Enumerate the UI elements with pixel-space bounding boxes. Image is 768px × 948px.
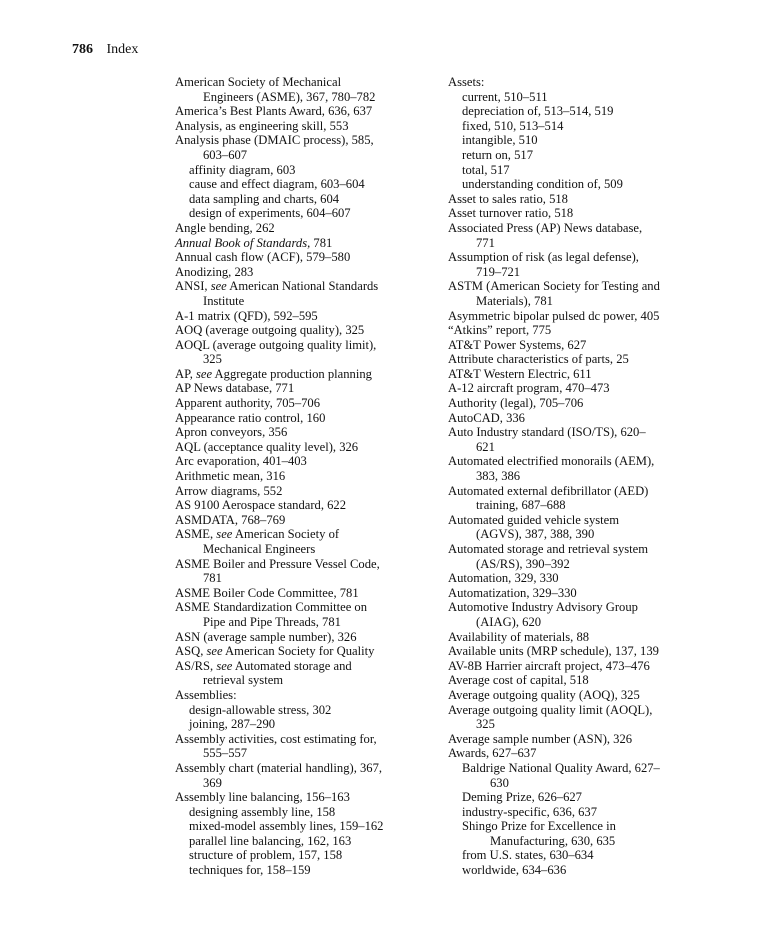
index-entry: Authority (legal), 705–706 (448, 396, 584, 411)
index-entry: Automation, 329, 330 (448, 571, 559, 586)
index-entry: A-1 matrix (QFD), 592–595 (175, 308, 318, 323)
index-entry: ASME, see American Society of Mechanical Engineers (175, 527, 340, 556)
index-subentry: techniques for, 158–159 (189, 863, 311, 878)
index-entry: ASTM (American Society for Testing and Materials), 781 (448, 279, 660, 308)
index-entry: Arc evaporation, 401–403 (175, 454, 307, 469)
index-entry: A-12 aircraft program, 470–473 (448, 381, 610, 396)
index-entry: Available units (MRP schedule), 137, 139 (448, 644, 659, 659)
index-entry: ASQ, see American Society for Quality (175, 644, 375, 659)
index-subentry: current, 510–511 (462, 89, 548, 104)
index-entry: Automotive Industry Advisory Group (AIAG), 620 (448, 600, 638, 629)
index-entry: Automated external defibrillator (AED) training, 687–688 (448, 483, 649, 513)
index-entry: Assets: (448, 75, 485, 89)
index-entry: Appearance ratio control, 160 (175, 410, 326, 425)
index-entry: Availability of materials, 88 (448, 629, 590, 644)
index-entry: Apron conveyors, 356 (175, 425, 288, 440)
see-reference: see (216, 658, 233, 673)
index-entry: Awards, 627–637 (448, 746, 537, 761)
index-entry: “Atkins” report, 775 (448, 323, 552, 338)
index-entry: Average outgoing quality (AOQ), 325 (448, 687, 640, 702)
index-entry: ASME Boiler Code Committee, 781 (175, 585, 359, 600)
index-subentry: total, 517 (462, 162, 510, 177)
page-number: 786 (72, 42, 93, 57)
index-subentry: depreciation of, 513–514, 519 (462, 104, 614, 119)
index-subentry: from U.S. states, 630–634 (462, 848, 594, 863)
index-entry: ASME Boiler and Pressure Vessel Code, 781 (175, 556, 380, 586)
index-entry: Arithmetic mean, 316 (175, 469, 286, 484)
index-entry: Automated storage and retrieval system (AS/RS), 390–392 (448, 542, 649, 571)
index-subentry: fixed, 510, 513–514 (462, 118, 564, 133)
index-entry: Annual cash flow (ACF), 579–580 (175, 250, 351, 265)
index-entry: ASME Standardization Committee on Pipe and Pipe Threads, 781 (175, 600, 368, 629)
index-entry: ANSI, see American National Standards Institute (175, 279, 379, 308)
index-entry: Attribute characteristics of parts, 25 (448, 352, 629, 367)
index-entry: AQL (acceptance quality level), 326 (175, 439, 359, 454)
index-entry: Average sample number (ASN), 326 (448, 731, 633, 746)
index-subentry: mixed-model assembly lines, 159–162 (189, 819, 384, 834)
page-header (72, 42, 138, 58)
index-entry: AOQ (average outgoing quality), 325 (175, 323, 365, 338)
index-entry: America’s Best Plants Award, 636, 637 (175, 104, 373, 119)
index-entry: Annual Book of Standards, 781 (175, 235, 333, 250)
index-entry: American Society of Mechanical Engineers (ASME), 367, 780–782 (175, 75, 376, 104)
index-subentry: designing assembly line, 158 (189, 804, 336, 819)
index-subentry: intangible, 510 (462, 133, 538, 148)
index-entry: AT&T Western Electric, 611 (448, 366, 592, 381)
index-entry: Asset turnover ratio, 518 (448, 206, 574, 221)
index-entry: Assembly chart (material handling), 367, 369 (175, 760, 383, 790)
running-title: Index (106, 42, 139, 57)
index-entry: Arrow diagrams, 552 (175, 483, 283, 498)
index-subentry: Baldrige National Quality Award, 627– 630 (462, 760, 660, 790)
index-subentry: return on, 517 (462, 147, 533, 162)
index-subentry: structure of problem, 157, 158 (189, 848, 343, 863)
see-reference: see (196, 366, 213, 381)
index-entry: Associated Press (AP) News database, 771 (448, 220, 643, 250)
index-entry: Asset to sales ratio, 518 (448, 191, 568, 206)
index-subentry: joining, 287–290 (189, 717, 276, 732)
index-subentry: data sampling and charts, 604 (189, 191, 340, 206)
index-entry: AutoCAD, 336 (448, 410, 525, 425)
index-entry: Analysis phase (DMAIC process), 585, 603–607 (175, 133, 374, 162)
index-column-left (175, 75, 430, 878)
index-subentry: parallel line balancing, 162, 163 (189, 833, 352, 848)
index-subentry: affinity diagram, 603 (189, 162, 296, 177)
index-entry: AS 9100 Aerospace standard, 622 (175, 498, 347, 513)
see-reference: see (206, 644, 223, 659)
index-entry: Angle bending, 262 (175, 220, 275, 235)
index-entry: Average outgoing quality limit (AOQL), 325 (448, 702, 653, 732)
index-subentry: cause and effect diagram, 603–604 (189, 177, 365, 192)
see-reference: see (216, 527, 233, 542)
index-subentry: design-allowable stress, 302 (189, 702, 332, 717)
index-entry: AT&T Power Systems, 627 (448, 337, 587, 352)
index-entry: Automated electrified monorails (AEM), 383, 386 (448, 454, 655, 484)
index-entry: Average cost of capital, 518 (448, 673, 589, 688)
index-entry: Anodizing, 283 (175, 264, 254, 279)
index-entry: ASN (average sample number), 326 (175, 629, 357, 644)
index-entry: Assembly activities, cost estimating for, 555–557 (175, 731, 377, 761)
index-entry: Asymmetric bipolar pulsed dc power, 405 (448, 308, 660, 323)
index-entry: AOQL (average outgoing quality limit), 325 (175, 337, 377, 367)
index-column-right (448, 75, 698, 878)
index-entry: AV-8B Harrier aircraft project, 473–476 (448, 658, 650, 673)
index-entry: ASMDATA, 768–769 (175, 512, 286, 527)
index-entry: Assemblies: (175, 687, 237, 702)
index-subentry: understanding condition of, 509 (462, 177, 623, 192)
index-subentry: worldwide, 634–636 (462, 863, 567, 878)
index-entry: AS/RS, see Automated storage and retrieval system (175, 658, 352, 688)
index-subentry: design of experiments, 604–607 (189, 206, 351, 221)
index-entry: AP, see Aggregate production planning (175, 366, 372, 381)
italic-title: Annual Book of Standards, (175, 235, 311, 250)
index-subentry: industry-specific, 636, 637 (462, 804, 598, 819)
index-entry: Automated guided vehicle system (AGVS), 387, 388, 390 (448, 512, 620, 542)
index-entry: Analysis, as engineering skill, 553 (175, 118, 349, 133)
index-entry: Auto Industry standard (ISO/TS), 620– 621 (448, 425, 646, 454)
index-entry: AP News database, 771 (175, 381, 295, 396)
index-entry: Apparent authority, 705–706 (175, 396, 321, 411)
index-entry: Automatization, 329–330 (448, 585, 577, 600)
index-entry: Assembly line balancing, 156–163 (175, 790, 350, 805)
see-reference: see (210, 279, 227, 294)
index-subentry: Deming Prize, 626–627 (462, 790, 582, 805)
index-entry: Assumption of risk (as legal defense), 719–721 (448, 250, 639, 279)
index-subentry: Shingo Prize for Excellence in Manufacturing, 630, 635 (462, 819, 616, 848)
